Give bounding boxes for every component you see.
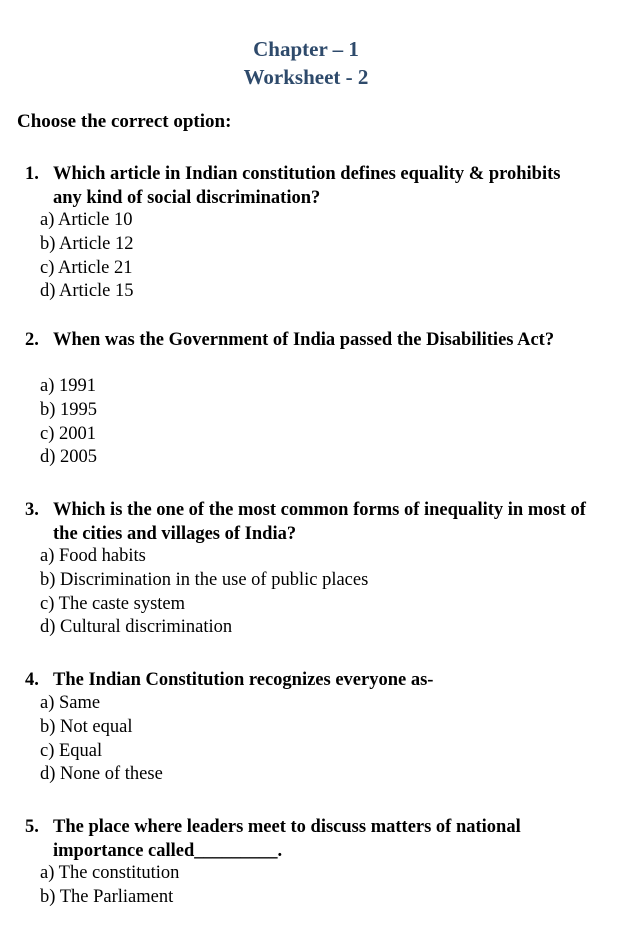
option-list	[40, 209, 134, 304]
chapter-title: Chapter – 1	[253, 37, 359, 61]
option-c: c) The caste system	[40, 593, 186, 614]
question-text: The Indian Constitution recognizes everyone as-	[53, 670, 434, 690]
option-d: d) Cultural discrimination	[40, 617, 233, 638]
instruction-text: Choose the correct option:	[17, 111, 232, 132]
option-c: c) Equal	[40, 740, 103, 761]
option-a: a) Food habits	[40, 546, 146, 566]
question-text: The place where leaders meet to discuss matters of national importance called_________.	[53, 817, 521, 861]
option-a: a) Same	[40, 693, 101, 713]
option-c: c) 2001	[40, 423, 96, 444]
option-b: b) 1995	[40, 399, 98, 420]
question-text: When was the Government of India passed the Disabilities Act?	[53, 330, 555, 350]
option-list	[40, 692, 163, 787]
question-number: 5.	[25, 817, 39, 837]
option-c: c) Article 21	[40, 257, 133, 278]
option-a: a) Article 10	[40, 210, 133, 230]
question-text: Which is the one of the most common forms of inequality in most of the cities and villages of India?	[53, 500, 586, 544]
question-number: 1.	[25, 164, 39, 184]
question-number: 4.	[25, 670, 39, 690]
option-a: a) 1991	[40, 376, 96, 396]
option-d: d) Article 15	[40, 281, 134, 302]
option-d: d) None of these	[40, 764, 163, 785]
option-list	[40, 545, 368, 640]
option-b: b) Not equal	[40, 716, 133, 737]
option-d: d) 2005	[40, 447, 98, 468]
option-b: b) Article 12	[40, 233, 134, 254]
question-number: 2.	[25, 330, 39, 350]
option-b: b) Discrimination in the use of public places	[40, 569, 369, 590]
option-a: a) The constitution	[40, 863, 180, 883]
option-list	[40, 375, 97, 470]
option-b: b) The Parliament	[40, 886, 174, 907]
option-list	[40, 862, 179, 910]
question-number: 3.	[25, 500, 39, 520]
question-text: Which article in Indian constitution defines equality & prohibits any kind of social discrimination?	[53, 164, 561, 208]
worksheet-title: Worksheet - 2	[243, 65, 369, 89]
